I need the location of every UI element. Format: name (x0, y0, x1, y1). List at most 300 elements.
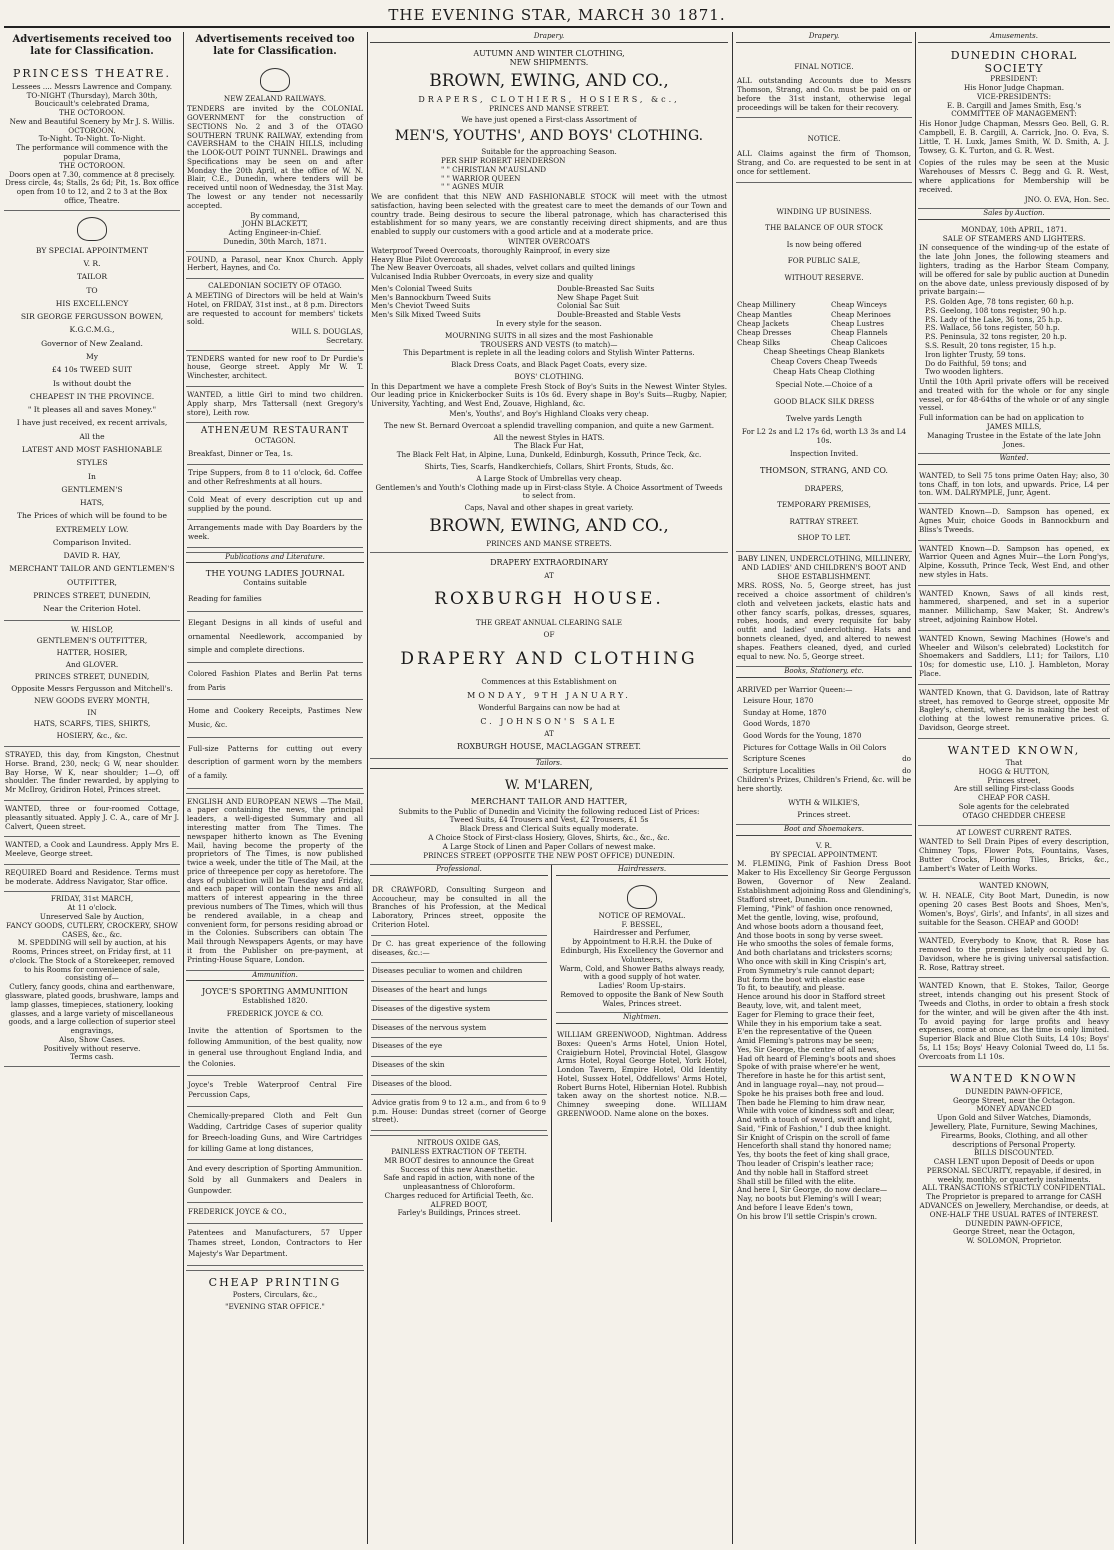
text-line: PAINLESS EXTRACTION OF TEETH. (391, 1146, 527, 1156)
text-line: M. SPEDDING will sell by auction, at his Rooms, Princes street, on Friday first, at 11 o'clock. The Stock of a Storekeeper, removed to his Rooms for convenience of sale, consisting of— (9, 938, 175, 983)
every-style: In every style for the season. (496, 319, 602, 328)
printing-title: CHEAP PRINTING (208, 1275, 342, 1289)
text-line: Comparison Invited. (52, 537, 132, 547)
choral-title: DUNEDIN CHORAL SOCIETY (950, 48, 1078, 75)
baby-linen-ad (736, 552, 912, 667)
text-line: MONEY ADVANCED (976, 1104, 1052, 1114)
maclaren-title: W. M'LAREN, (504, 778, 594, 794)
ad-item (371, 1057, 547, 1076)
professional-col (370, 865, 552, 1222)
text-line: Cheap Dresses (737, 328, 792, 338)
late-ads-heading: Advertisements received too late for Classification. (195, 34, 355, 58)
text-line: BY SPECIAL APPOINTMENT (35, 245, 149, 255)
auction-body: IN consequence of the winding-up of the estate of the late John Jones, the following steamers and lighters, trading as the Harbor Steam Company, will be offered for sale by public auction at Dunedin on the above date, unless previously disposed of by private bargain:— (919, 243, 1109, 297)
page-title: THE EVENING STAR, MARCH 30 1871. (388, 6, 726, 24)
text-line: All the newest Styles in HATS. (493, 432, 605, 442)
text-line: Are still selling First-class Goods (954, 784, 1074, 794)
president-text: His Honor Judge Chapman. (963, 83, 1065, 93)
theatre-lines (5, 83, 179, 206)
text-line: Cheap Flannels (831, 328, 888, 338)
section-publications: Publications and Literature. (186, 553, 364, 564)
news-text: ENGLISH AND EUROPEAN NEWS —The Mail, a paper containing the news, the principal leaders, a well-digested Summary and all interesting matter from The Times. The newspaper hitherto known as The Evening Mail, having become the property of the proprietors of The Times, is now published twice a week, under the title of The Mail, at the price of threepence per copy as heretofore. The days of publication will be Tuesday and Friday, and each paper will contain the news and all matters of interest appearing in the three previous numbers of The Times, which will thus be rendered available, in a cheap and convenient form, for persons residing abroad or in the Colonies. Subscribers can obtain The Mail through Newspapers Agents, or may have it from the Publisher on pre-payment, at Printing-House Square, London. (187, 796, 363, 964)
ships-list (371, 157, 727, 192)
caledonian-sign (187, 328, 363, 346)
ad-item (4, 865, 180, 893)
ad-text: DR CRAWFORD, Consulting Surgeon and Accoucheur, may be consulted in all the Branches of his Profession, at the Medical Laboratory, Princes street, opposite the Criterion Hotel. (372, 884, 546, 930)
text-line: Dunedin, 30th March, 1871. (223, 236, 327, 246)
column-divider (732, 32, 733, 1544)
book-title: Good Words for the Young, 1870 (743, 730, 862, 740)
text-line: Cutlery, fancy goods, china and earthenware, glassware, plated goods, brushware, lamps and lamp glasses, timepieces, stationery, looking glasses, and a large variety of miscellaneous goods, and a large collection of superior steel engravings, (5, 982, 179, 1036)
ad-text: Diseases of the skin (372, 1060, 445, 1070)
auction-ships (919, 298, 1109, 377)
text-line: Submits to the Public of Dunedin and Vicinity the following reduced List of Prices: (398, 806, 700, 816)
section-tailors: Tailors. (370, 759, 728, 770)
book-note: do (902, 765, 911, 775)
text-line: Who once with skill in King Crispin's art, (737, 957, 887, 967)
text-line: Iron lighter Trusty, 59 tons. (925, 349, 1026, 359)
text-line: PER SHIP ROBERT HENDERSON (441, 155, 566, 165)
ad-text: And every description of Sporting Ammunition. Sold by all Gunmakers and Dealers in Gunpowder. (188, 1164, 362, 1195)
text-line: Double-Breasted Sac Suits (557, 283, 655, 293)
text-line: TO-NIGHT (Thursday), March 30th, (26, 90, 158, 100)
hats-lines (371, 434, 727, 460)
ad-text: Cold Meat of every description cut up and supplied by the pound. (188, 495, 362, 514)
president-heading: PRESIDENT: (990, 74, 1038, 84)
text-line: F. BESSEL, (621, 919, 663, 929)
text-line: My (85, 351, 99, 361)
books-addr: Princes street. (797, 809, 851, 819)
ad-text: Reading for families (188, 594, 262, 604)
text-line: While they in his emporium take a seat. (737, 1018, 882, 1028)
pawn-lines (919, 1088, 1109, 1246)
vp-text: E. B. Cargill and James Smith, Esq.'s (946, 100, 1082, 110)
book-title: Scripture Localities (743, 765, 815, 775)
hogg-ad (918, 739, 1110, 826)
ad-item (187, 588, 363, 612)
ammo-sub: Established 1820. (242, 995, 308, 1005)
section-drapery: Drapery. (736, 32, 912, 43)
ad-item (187, 738, 363, 789)
notice-body: ALL Claims against the firm of Thomson, Strang, and Co. are requested to be sent in at once for settlement. (737, 149, 911, 176)
ad-text: WANTED, to Sell 75 tons prime Oaten Hay; also, 30 tons Chaff, in ton lots, and upwards. Price, L4 per ton. WM. DALRYMPLE, Junr, Agent. (919, 470, 1109, 498)
text-line: Black Dress and Clerical Suits equally moderate. (459, 824, 639, 834)
fleming-appt: BY SPECIAL APPOINTMENT. (770, 849, 878, 859)
ad-text: Breakfast, Dinner or Tea, 1s. (188, 449, 293, 459)
text-line: The New Beaver Overcoats, all shades, velvet collars and quilted linings (371, 263, 635, 273)
neale-body: W. H. NEALE, City Boot Mart, Dunedin, is now opening 20 cases Best Boots and Shoes, Men's, Women's, Boys', Girls', and Infants', in all sizes and suitable for the Season. CHEAP and GOOD! (919, 891, 1109, 927)
text-line: DUNEDIN PAWN-OFFICE, (965, 1086, 1063, 1096)
text-line: HOGG & HUTTON, (978, 766, 1050, 776)
auction-sale-ad (4, 892, 180, 1067)
text-line: Cheap Silks (737, 337, 781, 347)
at-text-2: AT (544, 729, 554, 739)
ad-text: WANTED Known—D. Sampson has opened, ex Warrior Queen and Agnes Muir—the Lorn Pong'ys, Alpine, Kossuth, Prince Teck, West End, and other new styles in Hats. (919, 543, 1109, 579)
ad-item (187, 700, 363, 737)
ad-text: WANTED, a Cook and Laundress. Apply Mrs E. Meeleve, George street. (5, 840, 179, 859)
text-line: The Black Felt Hat, in Alpine, Luna, Dunkeld, Edinburgh, Kossuth, Prince Teck, &c. (396, 450, 702, 460)
roxburgh-title: ROXBURGH HOUSE. (434, 589, 664, 610)
extraordinary-title: DRAPERY EXTRAORDINARY (490, 558, 608, 568)
text-line: CHEAPEST IN THE PROVINCE. (29, 391, 155, 401)
text-line: IN (87, 707, 97, 717)
section-professional: Professional. (370, 865, 548, 876)
text-line: DAVID R. HAY, (63, 551, 121, 561)
prices-text: For L2 2s and L2 17s 6d, worth L3 3s and L4 10s. (741, 427, 907, 446)
printing-sub: Posters, Circulars, &c., (232, 1290, 318, 1300)
caledonian-ad (186, 279, 364, 350)
text-line: Cheap Merinoes (831, 309, 891, 319)
book-note: do (902, 754, 911, 764)
text-line: Safe and rapid in action, with none of the unpleasantness of Chloroform. (383, 1173, 535, 1192)
ad-item (918, 586, 1110, 631)
text-line: MERCHANT TAILOR AND GENTLEMEN'S OUTFITTER, (9, 564, 175, 587)
railways-ad (186, 62, 364, 251)
text-line: George Street, near the Octagon, (953, 1227, 1075, 1237)
cm-text: His Honor Judge Chapman, Messrs Geo. Bell, G. R. Campbell, E. B. Cargill, A. Carrick, Jno. O. Eva, S. Little, T. H. Luxk, James Smith, W. D. Smith, A. J. Towsey, G. K. Turton, and G. R. West. (919, 119, 1109, 155)
ad-item (187, 1224, 363, 1266)
choral-sign: JNO. O. EVA, Hon. Sec. (1024, 194, 1109, 204)
text-line: And here I, Sir George, do now declare— (737, 1185, 888, 1195)
ad-text: Arrangements made with Day Boarders by the week. (188, 523, 362, 541)
athenaeum-sub: OCTAGON. (254, 436, 296, 446)
text-line: NEW SHIPMENTS. (509, 58, 589, 68)
maclaren-ad (370, 772, 728, 865)
final-title: FINAL NOTICE. (794, 61, 854, 71)
fleming-poem (737, 905, 911, 1221)
text-line: Cheap Sheetings Cheap Blankets (763, 347, 885, 357)
book-row (743, 695, 911, 707)
text-line: NEW GOODS EVERY MONTH, (34, 695, 150, 705)
ad-item (187, 465, 363, 493)
text-line: STYLES (76, 458, 108, 468)
pawn-title: WANTED KNOWN (950, 1072, 1078, 1086)
overcoats-list (371, 247, 727, 282)
railways-body: TENDERS are invited by the COLONIAL GOVERNMENT for the construction of SECTIONS No. 2 and 3 of the OTAGO SOUTHERN TRUNK RAILWAY, extending from CAVERSHAM to the CHAIN HILLS, including the LOOK-OUT POINT TUNNEL. Drawings and Specifications may be seen on and after Monday the 20th April, at the office of W. N. Blair, C.E., Dunedin, where tenders will be received until noon of Wednesday, the 31st May. The lowest or any tender not necessarily accepted. (187, 104, 363, 210)
text-line: BILLS DISCOUNTED. (974, 1148, 1054, 1158)
boys-title: BOYS' CLOTHING. (514, 371, 584, 381)
journal-lines (187, 588, 363, 788)
section-boots: Boot and Shoemakers. (736, 825, 912, 836)
text-line: GENTLEMEN'S OUTFITTER, (36, 636, 148, 646)
column-divider (367, 32, 368, 1544)
section-auction: Sales by Auction. (918, 209, 1110, 220)
books-ad (736, 681, 912, 825)
autumn-lines (371, 49, 727, 69)
found-ad (186, 252, 364, 280)
clearing-text: THE GREAT ANNUAL CLEARING SALE (475, 618, 623, 628)
text-line: HIS EXCELLENCY (55, 298, 129, 308)
ammo-title: JOYCE'S SPORTING AMMUNITION (202, 987, 348, 997)
text-line: LATEST AND MOST FASHIONABLE (21, 444, 163, 454)
firm-name-2: BROWN, EWING, AND CO., (429, 515, 669, 536)
text-line: A Large Stock of Linen and Paper Collars of newest make. (442, 841, 656, 851)
text-line: S.S. Result, 20 tons register, 15 h.p. (925, 340, 1057, 350)
trousers-text: This Department is replete in all the leading colors and Stylish Winter Patterns. (403, 348, 695, 358)
lowest-text: AT LOWEST CURRENT RATES. (956, 827, 1072, 837)
stokes-ad (918, 978, 1110, 1067)
ad-item (918, 631, 1110, 685)
ad-item (918, 504, 1110, 540)
text-line: Upon Gold and Silver Watches, Diamonds, Jewellery, Plate, Furniture, Sewing Machines, Firearms, Books, Clothing, and all other descriptions of Personal Property. (930, 1113, 1098, 1149)
maclaren-sub: MERCHANT TAILOR AND HATTER, (470, 797, 628, 808)
text-line: By command, (250, 210, 300, 220)
text-line: Men's Silk Mixed Tweed Suits (371, 310, 481, 320)
text-line: In (88, 471, 96, 481)
text-line: ALFRED BOOT, (430, 1199, 488, 1209)
ad-text: Diseases of the heart and lungs (372, 985, 487, 995)
text-line: Thou leader of Crispin's leather race; (737, 1159, 874, 1169)
silk-text: GOOD BLACK SILK DRESS (773, 396, 875, 406)
ad-text: Invite the attention of Sportsmen to the following Ammunition, of the best quality, now in general use throughout England India, and the Colonies. (188, 1026, 362, 1068)
text-line: Hence around his door in Stafford street (737, 992, 886, 1002)
auction-title: SALE OF STEAMERS AND LIGHTERS. (942, 233, 1086, 243)
book-title: Good Words, 1870 (743, 719, 811, 729)
column-3 (370, 32, 728, 1544)
text-line: Secretary. (326, 335, 363, 345)
text-line: Spoke of with praise where'er he went, (737, 1062, 881, 1072)
text-line: Then bade he Fleming to him draw near, (737, 1097, 886, 1107)
books-more: Children's Prizes, Children's Friend, &c. will be here shortly. (737, 775, 912, 793)
bessel-lines (557, 912, 727, 1009)
overcoats-title: WINTER OVERCOATS (508, 236, 590, 246)
rose-text: WANTED, Everybody to Know, that R. Rose has removed to the premises lately occupied by G. Davidson, where he is giving universal satisfaction. R. Rose, Rattray street. (919, 936, 1109, 972)
text-line: Tweed Suits, £4 Trousers and Vest, £2 Trousers, £1 5s (449, 815, 649, 825)
monday-text: MONDAY, 9TH JANUARY. (467, 690, 631, 700)
ad-text: Diseases of the nervous system (372, 1022, 487, 1032)
text-line: Cheap Millinery (737, 300, 796, 310)
text-line: HATS, (79, 498, 105, 508)
text-line: OTAGO CHEDDER CHEESE (962, 810, 1066, 820)
firm-trade: DRAPERS, CLOTHIERS, HOSIERS, &c., (418, 94, 680, 104)
text-line: At 11 o'clock. (67, 903, 117, 913)
text-line: K.G.C.M.G., (69, 325, 115, 335)
text-line: FANCY GOODS, CUTLERY, CROCKERY, SHOW CASES, &c., &c. (6, 920, 178, 939)
athenaeum-ad (186, 423, 364, 552)
ad-text: WANTED, three or four-roomed Cottage, pleasantly situated. Apply J. C. A., care of Mr J. Calvert, Queen street. (5, 803, 179, 831)
text-line: E'en the representative of the Queen (737, 1027, 872, 1037)
books-title: ARRIVED per Warrior Queen:— (737, 684, 853, 694)
text-line: Waterproof Tweed Overcoats, thoroughly Rainproof, in every size (371, 245, 610, 255)
text-line: JOHN BLACKETT, (242, 219, 308, 229)
ammo-firm: FREDERICK JOYCE & CO. (226, 1008, 324, 1018)
journal-ad (186, 566, 364, 794)
dc-title: DRAPERY AND CLOTHING (400, 648, 698, 669)
suits-right (557, 285, 727, 320)
stokes-text: WANTED Known, that E. Stokes, Tailor, George street, intends changing out his present Stock of Tweeds and Cloths, in order to obtain a fresh stock for the winter, and will be given after the 4th inst. To avoid paying for large profits and heavy expenses, come at once, as the time is only limited. Superior Black and Blue Cloth Suits, L4 10s; Boys' 5s, L1 15s; Boys' Heavy Colonial Tweed do, L1 5s. Overcoats from L1 10s. (919, 981, 1109, 1061)
caps-text: Caps, Naval and other shapes in great variety. (464, 503, 634, 513)
ad-text: WANTED Known, Saws of all kinds rest, hammered, sharpened, and set in a superior manner. Millichamp, Saw Maker, St. Andrew's street, adjoining Rainbow Hotel. (919, 588, 1109, 625)
wanted-girl-ad (186, 387, 364, 423)
text-line: Removed to opposite the Bank of New South Wales, Princes street. (560, 989, 724, 1008)
text-line: MR BOOT desires to announce the Great Success of this new Anæsthetic. (384, 1155, 534, 1174)
hogg-lines (919, 759, 1109, 820)
journal-sub: Contains suitable (243, 578, 307, 588)
text-line: Is without doubt the (52, 378, 132, 388)
ad-text: Colored Fashion Plates and Berlin Pat terns from Paris (188, 668, 362, 692)
text-line: To fit, to beautify, and please. (737, 983, 845, 993)
found-text: FOUND, a Parasol, near Knox Church. Apply Herbert, Haynes, and Co. (187, 254, 363, 273)
section-amusements: Amusements. (918, 32, 1110, 43)
cm-heading: COMMITTEE OF MANAGEMENT: (951, 109, 1077, 119)
opened-text: We have just opened a First-class Assortment of (461, 115, 637, 125)
ad-text: Tripe Suppers, from 8 to 11 o'clock, 6d. Coffee and other Refreshments at all hours. (188, 467, 362, 486)
news-ad (186, 794, 364, 971)
text-line: George Street, near the Octagon. (953, 1095, 1075, 1105)
wanted-girl-text: WANTED, a little Girl to mind two children. Apply sharp, Mrs Tattersall (next Gregory's store), Leith row. (187, 390, 363, 417)
text-line: The performance will commence with the popular Drama, (16, 143, 168, 162)
ad-item (187, 446, 363, 465)
text-line: Two wooden lighters. (925, 367, 1004, 377)
ad-text: WANTED Known, Sewing Machines (Howe's and Wheeler and Wilson's celebrated) Lockstitch for Shoemakers and Saddlers, L11; for Tailors, L10 10s; for domestic use, L10. J. Hambleton, Moray Place. (919, 633, 1109, 678)
text-line: by Appointment to H.R.H. the Duke of Edinburgh, His Excellency the Governor and Volunteers, (560, 937, 724, 964)
shirts-text: Shirts, Ties, Scarfs, Handkerchiefs, Collars, Shirt Fronts, Studs, &c. (424, 461, 674, 471)
at-text: AT (544, 570, 554, 580)
text-line: Therefore in haste he for this artist sent, (737, 1071, 886, 1081)
column-1 (4, 32, 180, 1544)
text-line: Yes, Sir George, the centre of all news, (737, 1044, 880, 1054)
text-line: Hairdresser and Perfumer, (593, 928, 691, 938)
text-line: Cheap Jackets (737, 319, 789, 329)
text-line: TAILOR (76, 272, 108, 282)
book-title: Leisure Hour, 1870 (743, 696, 814, 706)
text-line: HATS, SCARFS, TIES, SHIRTS, (33, 719, 151, 729)
ad-item (187, 1076, 363, 1108)
text-line: W. SOLOMON, Proprietor. (966, 1236, 1062, 1246)
text-line: New Shape Paget Suit (557, 292, 639, 302)
final-body: ALL outstanding Accounts due to Messrs Thomson, Strang, and Co. must be paid on or before the 31st instant, otherwise legal proceedings will be taken for their recovery. (737, 76, 911, 112)
text-line: Farley's Buildings, Princes street. (397, 1208, 521, 1218)
royal-crest-icon (627, 885, 657, 909)
ad-text: Advice gratis from 9 to 12 a.m., and from 6 to 9 p.m. House: Dundas street (corner of George street). (372, 1097, 547, 1125)
column-2 (186, 32, 364, 1544)
text-line: Beauty, love, wit, and talent meet, (737, 1000, 862, 1010)
bernard-text: The new St. Bernard Overcoat a splendid travelling companion, and quite a new Garment. (384, 420, 714, 430)
caledonian-body: A MEETING of Directors will be held at Wain's Hotel, on FRIDAY, 31st inst., at 8 p.m. Directors are requested to account for members' tickets sold. (187, 291, 363, 327)
text-line: DUNEDIN PAWN-OFFICE, (965, 1218, 1063, 1228)
text-line: Opposite Messrs Fergusson and Mitchell's. (11, 683, 173, 693)
text-line: The Proprietor is prepared to arrange for CASH ADVANCES on Jewellery, Merchandise, or deeds, at ONE-HALF THE USUAL RATES of INTEREST. (919, 1192, 1109, 1219)
text-line: And GLOVER. (65, 660, 119, 670)
drapers-text: DRAPERS, (804, 483, 844, 493)
text-line: PRINCES STREET (OPPOSITE THE NEW POST OFFICE) DUNEDIN. (423, 850, 675, 860)
text-line: ALL TRANSACTIONS STRICTLY CONFIDENTIAL. (922, 1183, 1106, 1193)
trousers-title: TROUSERS AND VESTS (to match)— (480, 339, 618, 349)
sale-lines (5, 895, 179, 1062)
ad-item (187, 1107, 363, 1160)
text-line: Governor of New Zealand. (41, 338, 143, 348)
text-line: Said, "Fink of Fashion," I dub thee knight. (737, 1123, 891, 1133)
tenders-ad (186, 351, 364, 387)
text-line: The Black Fur Hat, (514, 441, 584, 451)
confident-text: We are confident that this NEW AND FASHIONABLE STOCK will meet with the utmost satisfaction, having been selected with the greatest care to meet the demands of our Town and country trade. Being desirous to secure the liberal patronage, which has characterised this establishment for so many years, we are constantly receiving direct shipments, and are thus enabled to supply our customers with a good article and at a moderate price. (371, 192, 727, 237)
ad-item (371, 1095, 547, 1131)
text-line: Doors open at 7.30, commence at 8 precisely. Dress circle, 4s; Stalls, 2s 6d; Pit, 1s. Box office open from 10 to 12, and 2 to 3 at the Box office, Theatre. (5, 169, 179, 205)
text-line: " It pleases all and saves Money." (27, 405, 157, 415)
drain-ad (918, 826, 1110, 880)
text-line: FRIDAY, 31st MARCH, (50, 894, 134, 904)
text-line: Cheap Winceys (831, 300, 887, 310)
ad-item (371, 982, 547, 1001)
small-ads (4, 747, 180, 892)
text-line: Terms cash. (70, 1052, 114, 1062)
ammo-lines (187, 1022, 363, 1266)
theatre-title: PRINCESS THEATRE. (13, 67, 171, 81)
royal-crest-icon (77, 217, 107, 241)
gents-text: Gentlemen's and Youth's Clothing made up in First-class Style. A Choice Assortment of Tweeds to select from. (375, 482, 723, 501)
auction-sign (919, 423, 1109, 449)
ad-item (187, 492, 363, 520)
firm-name: BROWN, EWING, AND CO., (429, 71, 669, 92)
text-line: NOTICE OF REMOVAL. (598, 910, 686, 920)
hogg-title: WANTED KNOWN, (947, 743, 1081, 757)
text-line: That (1005, 758, 1023, 768)
choral-ad (918, 46, 1110, 210)
column-divider (915, 32, 916, 1544)
cheap-more (737, 347, 911, 377)
text-line: To-Night. To-Night. To-Night. (38, 134, 146, 144)
text-line: TO (86, 285, 98, 295)
railways-title: NEW ZEALAND RAILWAYS. (223, 94, 327, 104)
greenwood-ad (556, 1027, 728, 1124)
book-row (743, 730, 911, 742)
ad-text: WANTED Known, that G. Davidson, late of Rattray street, has removed to George street, opposite Mr Bagley's, chemist, where he is making the best of clothing at the lowest remunerative prices. G. Davidson, George street. (919, 687, 1109, 732)
fleming-vr: V. R. (815, 840, 833, 850)
text-line: On his brow I'll settle Crispin's crown. (737, 1211, 878, 1221)
ad-item (371, 882, 547, 936)
text-line: And before I leave Eden's town, (737, 1202, 854, 1212)
pawn-ad (918, 1067, 1110, 1249)
text-line: Eager for Fleming to grace their feet, (737, 1009, 875, 1019)
cheap-table (737, 300, 911, 347)
book-title: Scripture Scenes (743, 754, 806, 764)
steamers-ad (918, 223, 1110, 455)
text-line: Princes street, (987, 775, 1041, 785)
text-line: From Symmetry's rule cannot depart; (737, 965, 875, 975)
firm-text: THOMSON, STRANG, AND CO. (760, 466, 888, 476)
text-line: OCTOROON. (68, 125, 116, 135)
text-line: NITROUS OXIDE GAS, (417, 1138, 501, 1148)
text-line: AUTUMN AND WINTER CLOTHING, (473, 48, 625, 58)
printing-office: "EVENING STAR OFFICE." (225, 1302, 325, 1312)
royal-crest-icon (260, 68, 290, 92)
athenaeum-title: ATHENÆUM RESTAURANT (200, 426, 350, 437)
text-line: CHEAP FOR CASH. (977, 793, 1051, 803)
text-line: Nay, no boots but Fleming's will I wear; (737, 1194, 882, 1204)
text-line: All the (79, 431, 105, 441)
neale-title: WANTED KNOWN, (979, 881, 1049, 891)
text-line: SIR GEORGE FERGUSSON BOWEN, (20, 312, 164, 322)
text-line: Colonial Sac Suit (557, 301, 620, 311)
ad-item (187, 1022, 363, 1075)
railways-sign (187, 212, 363, 247)
text-line: But form the boot with elastic ease (737, 974, 865, 984)
caledonian-title: CALEDONIAN SOCIETY OF OTAGO. (208, 281, 342, 291)
rattray-text: RATTRAY STREET. (789, 516, 859, 526)
book-title: Sunday at Home, 1870 (743, 707, 827, 717)
notice-ad (736, 118, 912, 182)
cheap-right (831, 300, 911, 347)
ammo-ad (186, 984, 364, 1271)
ad-item (918, 468, 1110, 504)
section-books: Books, Stationery, etc. (736, 667, 912, 678)
text-line: Met the gentle, loving, wise, profound, (737, 913, 879, 923)
suitable-text: Suitable for the approaching Season. (481, 147, 617, 157)
maclaren-lines (371, 808, 727, 861)
copies-text: Copies of the rules may be seen at the Music Warehouses of Messrs C. Begg and G. R. West, where applications for Membership will be received. (919, 158, 1109, 194)
reserve-text: WITHOUT RESERVE. (784, 272, 864, 282)
ad-text: STRAYED, this day, from Kingston, Chestnut Horse. Brand, 230, neck; G W, near shoulder. Bay Horse, W K, near shoulder; 1—O, off shoulder. The finder rewarded, by applying to Mr McIlroy, Gridiron Hotel, Princes street. (5, 750, 179, 795)
